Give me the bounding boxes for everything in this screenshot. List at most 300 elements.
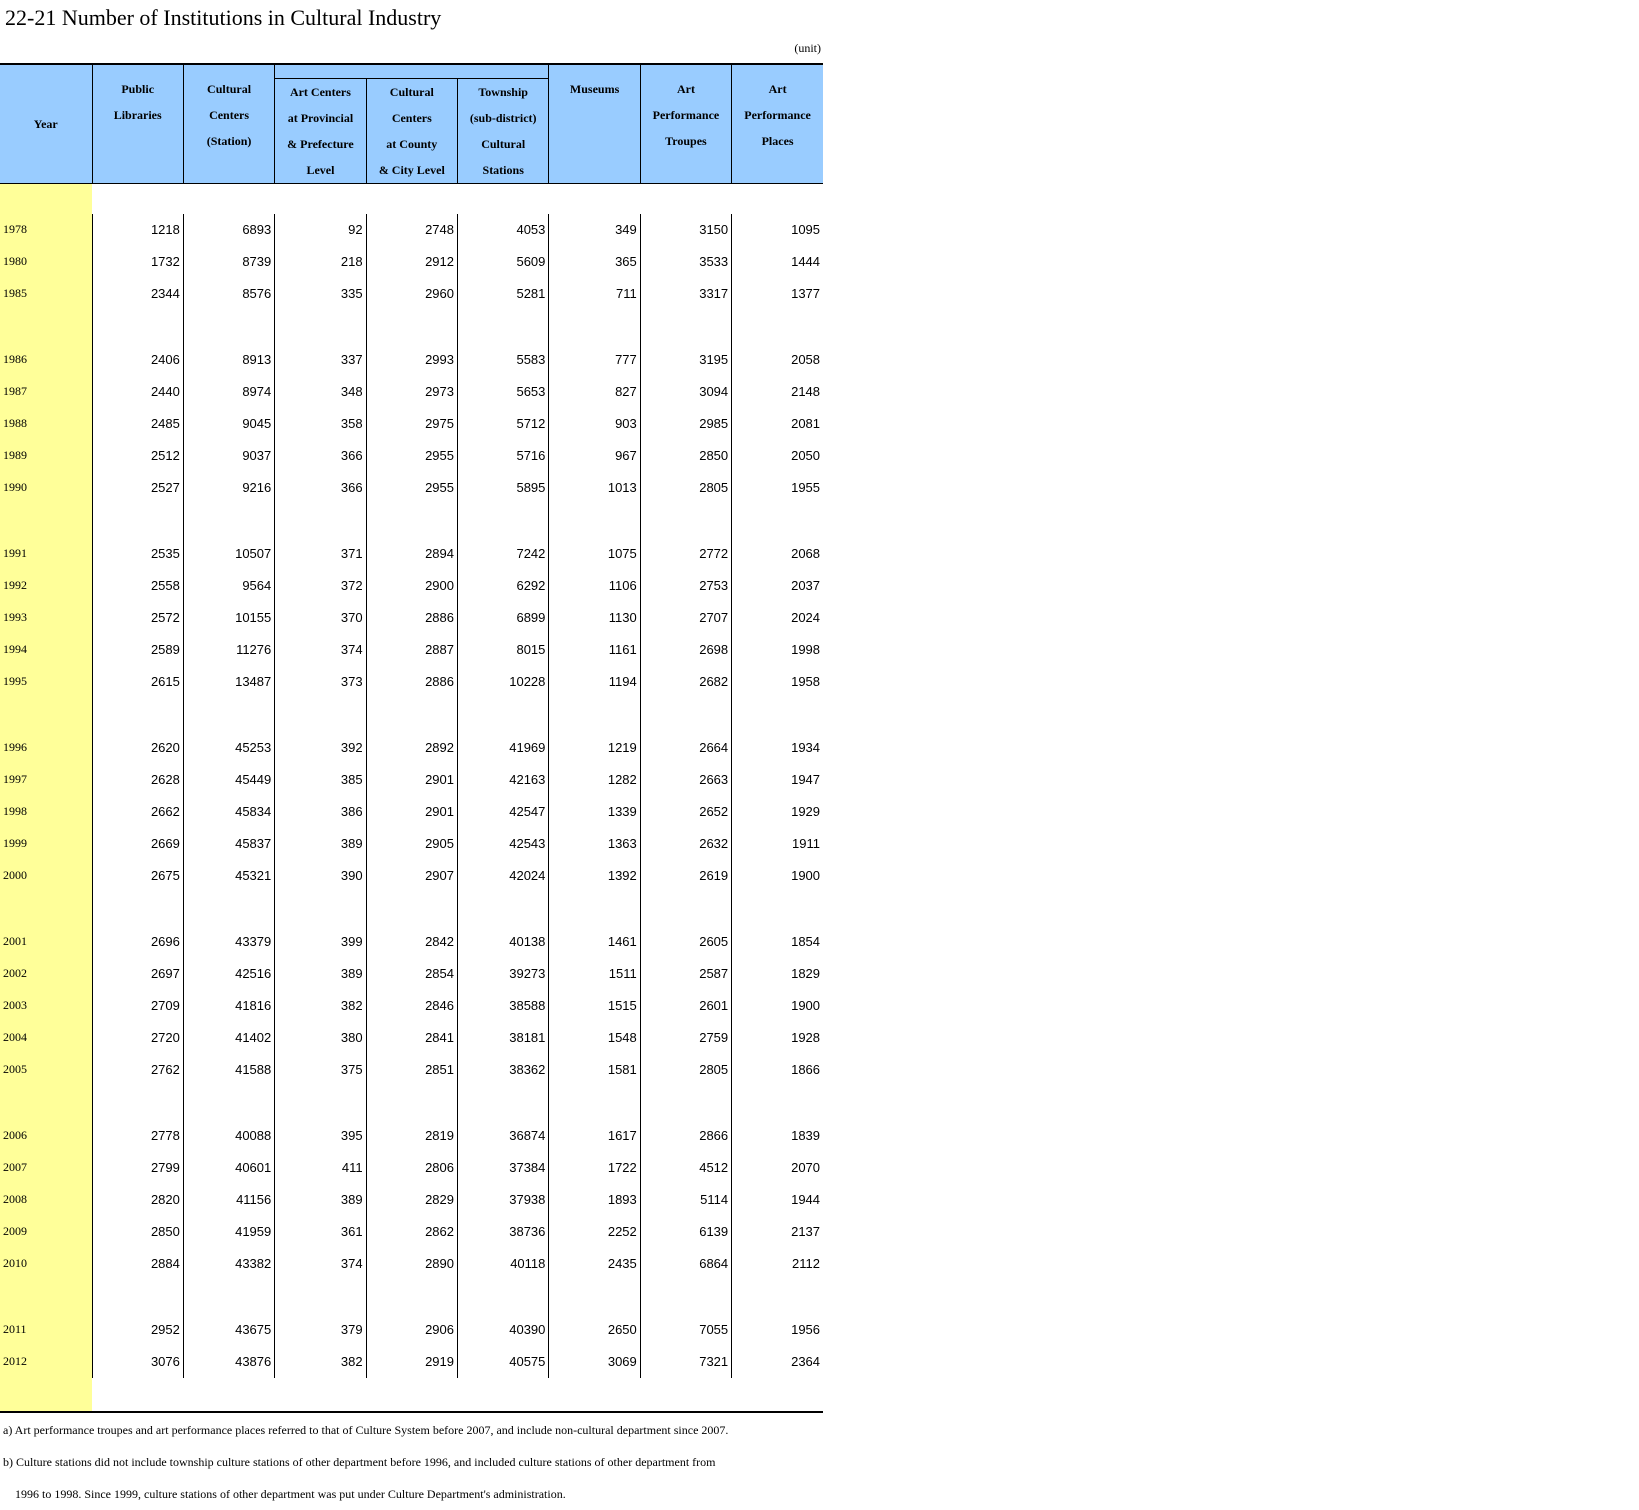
value-cell: 5609: [458, 246, 549, 278]
value-cell: 366: [275, 440, 366, 472]
year-cell-blank: [0, 183, 92, 214]
value-cell: 3533: [640, 246, 731, 278]
value-cell: 1839: [732, 1120, 823, 1152]
blank-cell: [92, 892, 183, 926]
year-cell: 1978: [0, 214, 92, 246]
value-cell: 1095: [732, 214, 823, 246]
table-row: [0, 1184, 823, 1216]
year-cell: 2011: [0, 1314, 92, 1346]
value-cell: 3150: [640, 214, 731, 246]
value-cell: 38362: [458, 1054, 549, 1086]
value-cell: 2854: [366, 958, 457, 990]
value-cell: 1911: [732, 828, 823, 860]
value-cell: 5716: [458, 440, 549, 472]
value-cell: 399: [275, 926, 366, 958]
table-row: [0, 344, 823, 376]
value-cell: 392: [275, 732, 366, 764]
value-cell: 1392: [549, 860, 640, 892]
value-cell: 2698: [640, 634, 731, 666]
blank-cell: [183, 183, 274, 214]
value-cell: 777: [549, 344, 640, 376]
value-cell: 1194: [549, 666, 640, 698]
blank-cell: [183, 1378, 274, 1412]
value-cell: 2252: [549, 1216, 640, 1248]
value-cell: 2820: [92, 1184, 183, 1216]
value-cell: 2696: [92, 926, 183, 958]
value-cell: 5653: [458, 376, 549, 408]
value-cell: 1339: [549, 796, 640, 828]
blank-cell: [458, 1086, 549, 1120]
value-cell: 2050: [732, 440, 823, 472]
blank-cell: [275, 892, 366, 926]
value-cell: 2906: [366, 1314, 457, 1346]
value-cell: 2905: [366, 828, 457, 860]
value-cell: 10228: [458, 666, 549, 698]
table-row: [0, 1152, 823, 1184]
value-cell: 411: [275, 1152, 366, 1184]
blank-cell: [92, 1086, 183, 1120]
value-cell: 2829: [366, 1184, 457, 1216]
value-cell: 5895: [458, 472, 549, 504]
table-row: [0, 1054, 823, 1086]
table-row: [0, 602, 823, 634]
table-body: [0, 183, 823, 1412]
blank-cell: [549, 310, 640, 344]
value-cell: 390: [275, 860, 366, 892]
blank-cell: [732, 1086, 823, 1120]
value-cell: 2772: [640, 538, 731, 570]
table-header: [0, 64, 823, 183]
value-cell: 42163: [458, 764, 549, 796]
value-cell: 7055: [640, 1314, 731, 1346]
blank-cell: [183, 504, 274, 538]
value-cell: 366: [275, 472, 366, 504]
value-cell: 4053: [458, 214, 549, 246]
year-cell: 2001: [0, 926, 92, 958]
value-cell: 5114: [640, 1184, 731, 1216]
value-cell: 2762: [92, 1054, 183, 1086]
value-cell: 389: [275, 828, 366, 860]
value-cell: 2364: [732, 1346, 823, 1378]
table-row: [0, 1120, 823, 1152]
year-cell: 2008: [0, 1184, 92, 1216]
value-cell: 2842: [366, 926, 457, 958]
value-cell: 2894: [366, 538, 457, 570]
value-cell: 40601: [183, 1152, 274, 1184]
blank-cell: [183, 698, 274, 732]
blank-cell: [366, 698, 457, 732]
value-cell: 1732: [92, 246, 183, 278]
blank-cell: [640, 504, 731, 538]
blank-cell: [275, 504, 366, 538]
blank-cell: [640, 1378, 731, 1412]
group-spacer: [0, 1280, 823, 1314]
value-cell: 9045: [183, 408, 274, 440]
value-cell: 389: [275, 958, 366, 990]
value-cell: 218: [275, 246, 366, 278]
year-cell: 2002: [0, 958, 92, 990]
value-cell: 2709: [92, 990, 183, 1022]
year-cell: 1993: [0, 602, 92, 634]
value-cell: 8913: [183, 344, 274, 376]
blank-cell: [92, 183, 183, 214]
value-cell: 1929: [732, 796, 823, 828]
blank-cell: [458, 504, 549, 538]
header-public-libraries: Public Libraries: [92, 64, 183, 183]
table-row: [0, 278, 823, 310]
value-cell: 1161: [549, 634, 640, 666]
year-cell-blank: [0, 892, 92, 926]
value-cell: 967: [549, 440, 640, 472]
blank-cell: [549, 183, 640, 214]
table-row: [0, 990, 823, 1022]
blank-cell: [366, 892, 457, 926]
value-cell: 2669: [92, 828, 183, 860]
header-year: Year: [0, 64, 92, 183]
blank-cell: [92, 1378, 183, 1412]
table-row: [0, 538, 823, 570]
year-cell-blank: [0, 504, 92, 538]
value-cell: 380: [275, 1022, 366, 1054]
blank-cell: [92, 698, 183, 732]
blank-cell: [183, 1280, 274, 1314]
table-row: [0, 732, 823, 764]
value-cell: 42543: [458, 828, 549, 860]
group-spacer: [0, 892, 823, 926]
value-cell: 2759: [640, 1022, 731, 1054]
value-cell: 2901: [366, 796, 457, 828]
blank-cell: [640, 1086, 731, 1120]
value-cell: 2805: [640, 472, 731, 504]
value-cell: 1444: [732, 246, 823, 278]
table-row: [0, 1216, 823, 1248]
value-cell: 5583: [458, 344, 549, 376]
value-cell: 2919: [366, 1346, 457, 1378]
value-cell: 41816: [183, 990, 274, 1022]
value-cell: 2435: [549, 1248, 640, 1280]
blank-cell: [275, 1280, 366, 1314]
value-cell: 2663: [640, 764, 731, 796]
value-cell: 1218: [92, 214, 183, 246]
value-cell: 1548: [549, 1022, 640, 1054]
value-cell: 43382: [183, 1248, 274, 1280]
year-cell-blank: [0, 1280, 92, 1314]
value-cell: 1282: [549, 764, 640, 796]
table-row: [0, 472, 823, 504]
year-cell: 1996: [0, 732, 92, 764]
value-cell: 2058: [732, 344, 823, 376]
blank-cell: [732, 183, 823, 214]
table-row: [0, 634, 823, 666]
value-cell: 1075: [549, 538, 640, 570]
value-cell: 2148: [732, 376, 823, 408]
value-cell: 382: [275, 990, 366, 1022]
blank-cell: [275, 1378, 366, 1412]
value-cell: 2955: [366, 472, 457, 504]
year-cell: 2000: [0, 860, 92, 892]
value-cell: 2955: [366, 440, 457, 472]
value-cell: 389: [275, 1184, 366, 1216]
table-row: [0, 570, 823, 602]
value-cell: 1722: [549, 1152, 640, 1184]
value-cell: 3094: [640, 376, 731, 408]
value-cell: 6864: [640, 1248, 731, 1280]
value-cell: 379: [275, 1314, 366, 1346]
page-title: 22-21 Number of Institutions in Cultural Industry: [5, 5, 442, 30]
value-cell: 6893: [183, 214, 274, 246]
blank-cell: [732, 698, 823, 732]
value-cell: 373: [275, 666, 366, 698]
year-cell: 1999: [0, 828, 92, 860]
value-cell: 2535: [92, 538, 183, 570]
value-cell: 358: [275, 408, 366, 440]
value-cell: 2589: [92, 634, 183, 666]
blank-cell: [458, 1378, 549, 1412]
blank-cell: [458, 310, 549, 344]
table-row: [0, 376, 823, 408]
value-cell: 372: [275, 570, 366, 602]
value-cell: 2024: [732, 602, 823, 634]
table-row: [0, 764, 823, 796]
value-cell: 1511: [549, 958, 640, 990]
value-cell: 2805: [640, 1054, 731, 1086]
value-cell: 2485: [92, 408, 183, 440]
table-row: [0, 666, 823, 698]
value-cell: 2572: [92, 602, 183, 634]
blank-cell: [732, 504, 823, 538]
value-cell: 2973: [366, 376, 457, 408]
blank-cell: [549, 892, 640, 926]
table-row: [0, 828, 823, 860]
blank-cell: [366, 1086, 457, 1120]
blank-cell: [549, 1086, 640, 1120]
blank-cell: [640, 183, 731, 214]
value-cell: 2406: [92, 344, 183, 376]
value-cell: 2799: [92, 1152, 183, 1184]
table-row: [0, 796, 823, 828]
value-cell: 2650: [549, 1314, 640, 1346]
year-cell: 2007: [0, 1152, 92, 1184]
value-cell: 37938: [458, 1184, 549, 1216]
year-cell: 2006: [0, 1120, 92, 1152]
value-cell: 2682: [640, 666, 731, 698]
blank-cell: [183, 892, 274, 926]
value-cell: 1928: [732, 1022, 823, 1054]
value-cell: 2900: [366, 570, 457, 602]
value-cell: 1106: [549, 570, 640, 602]
year-cell: 2004: [0, 1022, 92, 1054]
value-cell: 1956: [732, 1314, 823, 1346]
table-row: [0, 440, 823, 472]
year-cell: 1989: [0, 440, 92, 472]
blank-cell: [549, 698, 640, 732]
year-cell: 1985: [0, 278, 92, 310]
value-cell: 1893: [549, 1184, 640, 1216]
blank-cell: [640, 1280, 731, 1314]
value-cell: 2037: [732, 570, 823, 602]
value-cell: 2707: [640, 602, 731, 634]
value-cell: 6899: [458, 602, 549, 634]
value-cell: 3076: [92, 1346, 183, 1378]
year-cell: 1994: [0, 634, 92, 666]
value-cell: 2070: [732, 1152, 823, 1184]
blank-cell: [732, 310, 823, 344]
value-cell: 374: [275, 634, 366, 666]
value-cell: 41156: [183, 1184, 274, 1216]
value-cell: 2068: [732, 538, 823, 570]
blank-cell: [366, 1280, 457, 1314]
year-cell: 2012: [0, 1346, 92, 1378]
value-cell: 2886: [366, 666, 457, 698]
header-township-stations: Township (sub-district) Cultural Stations: [458, 78, 549, 183]
value-cell: 1866: [732, 1054, 823, 1086]
blank-cell: [640, 892, 731, 926]
table-row: [0, 214, 823, 246]
blank-cell: [92, 310, 183, 344]
year-cell: 1987: [0, 376, 92, 408]
value-cell: 348: [275, 376, 366, 408]
value-cell: 2619: [640, 860, 731, 892]
value-cell: 39273: [458, 958, 549, 990]
value-cell: 10155: [183, 602, 274, 634]
value-cell: 1934: [732, 732, 823, 764]
value-cell: 5712: [458, 408, 549, 440]
year-cell: 1995: [0, 666, 92, 698]
table-row: [0, 1346, 823, 1378]
value-cell: 374: [275, 1248, 366, 1280]
table-row: [0, 1314, 823, 1346]
value-cell: 2960: [366, 278, 457, 310]
value-cell: 1854: [732, 926, 823, 958]
value-cell: 7321: [640, 1346, 731, 1378]
value-cell: 1944: [732, 1184, 823, 1216]
year-cell: 1990: [0, 472, 92, 504]
year-cell-blank: [0, 1086, 92, 1120]
header-group-cultural-centers: [275, 64, 549, 78]
value-cell: 8974: [183, 376, 274, 408]
value-cell: 2527: [92, 472, 183, 504]
value-cell: 92: [275, 214, 366, 246]
value-cell: 2112: [732, 1248, 823, 1280]
value-cell: 41402: [183, 1022, 274, 1054]
value-cell: 2907: [366, 860, 457, 892]
value-cell: 43675: [183, 1314, 274, 1346]
value-cell: 3317: [640, 278, 731, 310]
value-cell: 2850: [640, 440, 731, 472]
blank-cell: [366, 310, 457, 344]
value-cell: 2440: [92, 376, 183, 408]
institutions-table: [0, 63, 823, 1413]
value-cell: 903: [549, 408, 640, 440]
header-art-centers-provincial: Art Centers at Provincial & Prefecture Level: [275, 78, 366, 183]
value-cell: 45449: [183, 764, 274, 796]
header-art-places: Art Performance Places: [732, 64, 823, 183]
table-top-padding: [0, 183, 823, 214]
value-cell: 9216: [183, 472, 274, 504]
year-cell-blank: [0, 1378, 92, 1412]
value-cell: 1515: [549, 990, 640, 1022]
value-cell: 827: [549, 376, 640, 408]
value-cell: 42024: [458, 860, 549, 892]
value-cell: 2664: [640, 732, 731, 764]
value-cell: 7242: [458, 538, 549, 570]
group-spacer: [0, 310, 823, 344]
value-cell: 1377: [732, 278, 823, 310]
value-cell: 1829: [732, 958, 823, 990]
value-cell: 2901: [366, 764, 457, 796]
value-cell: 37384: [458, 1152, 549, 1184]
value-cell: 2778: [92, 1120, 183, 1152]
value-cell: 38736: [458, 1216, 549, 1248]
value-cell: 8739: [183, 246, 274, 278]
blank-cell: [732, 1378, 823, 1412]
value-cell: 2587: [640, 958, 731, 990]
value-cell: 2615: [92, 666, 183, 698]
blank-cell: [458, 1280, 549, 1314]
value-cell: 365: [549, 246, 640, 278]
data-table-container: [0, 63, 823, 1413]
value-cell: 5281: [458, 278, 549, 310]
header-art-troupes: Art Performance Troupes: [640, 64, 731, 183]
year-cell: 1980: [0, 246, 92, 278]
year-cell: 2003: [0, 990, 92, 1022]
year-cell: 1986: [0, 344, 92, 376]
table-row: [0, 246, 823, 278]
value-cell: 41959: [183, 1216, 274, 1248]
year-cell: 2005: [0, 1054, 92, 1086]
footnote-b-continued: 1996 to 1998. Since 1999, culture stations of other department was put under Culture Department's administration.: [15, 1487, 566, 1501]
blank-cell: [640, 698, 731, 732]
blank-cell: [366, 1378, 457, 1412]
blank-cell: [366, 504, 457, 538]
value-cell: 2985: [640, 408, 731, 440]
value-cell: 2675: [92, 860, 183, 892]
group-spacer: [0, 1086, 823, 1120]
value-cell: 1130: [549, 602, 640, 634]
value-cell: 45834: [183, 796, 274, 828]
blank-cell: [549, 504, 640, 538]
value-cell: 1461: [549, 926, 640, 958]
year-cell: 1998: [0, 796, 92, 828]
value-cell: 8015: [458, 634, 549, 666]
value-cell: 1581: [549, 1054, 640, 1086]
value-cell: 2887: [366, 634, 457, 666]
value-cell: 2862: [366, 1216, 457, 1248]
value-cell: 2884: [92, 1248, 183, 1280]
header-cultural-centers-county: Cultural Centers at County & City Level: [366, 78, 457, 183]
value-cell: 38181: [458, 1022, 549, 1054]
footnote-b: b) Culture stations did not include township culture stations of other department before 1996, and included culture stations of other department from: [3, 1455, 716, 1469]
year-cell: 1988: [0, 408, 92, 440]
value-cell: 1363: [549, 828, 640, 860]
value-cell: 2846: [366, 990, 457, 1022]
value-cell: 2952: [92, 1314, 183, 1346]
value-cell: 382: [275, 1346, 366, 1378]
value-cell: 1947: [732, 764, 823, 796]
value-cell: 8576: [183, 278, 274, 310]
value-cell: 1900: [732, 860, 823, 892]
value-cell: 42547: [458, 796, 549, 828]
table-row: [0, 926, 823, 958]
blank-cell: [275, 310, 366, 344]
value-cell: 395: [275, 1120, 366, 1152]
blank-cell: [275, 183, 366, 214]
blank-cell: [92, 1280, 183, 1314]
value-cell: 337: [275, 344, 366, 376]
value-cell: 2851: [366, 1054, 457, 1086]
value-cell: 2866: [640, 1120, 731, 1152]
value-cell: 2890: [366, 1248, 457, 1280]
